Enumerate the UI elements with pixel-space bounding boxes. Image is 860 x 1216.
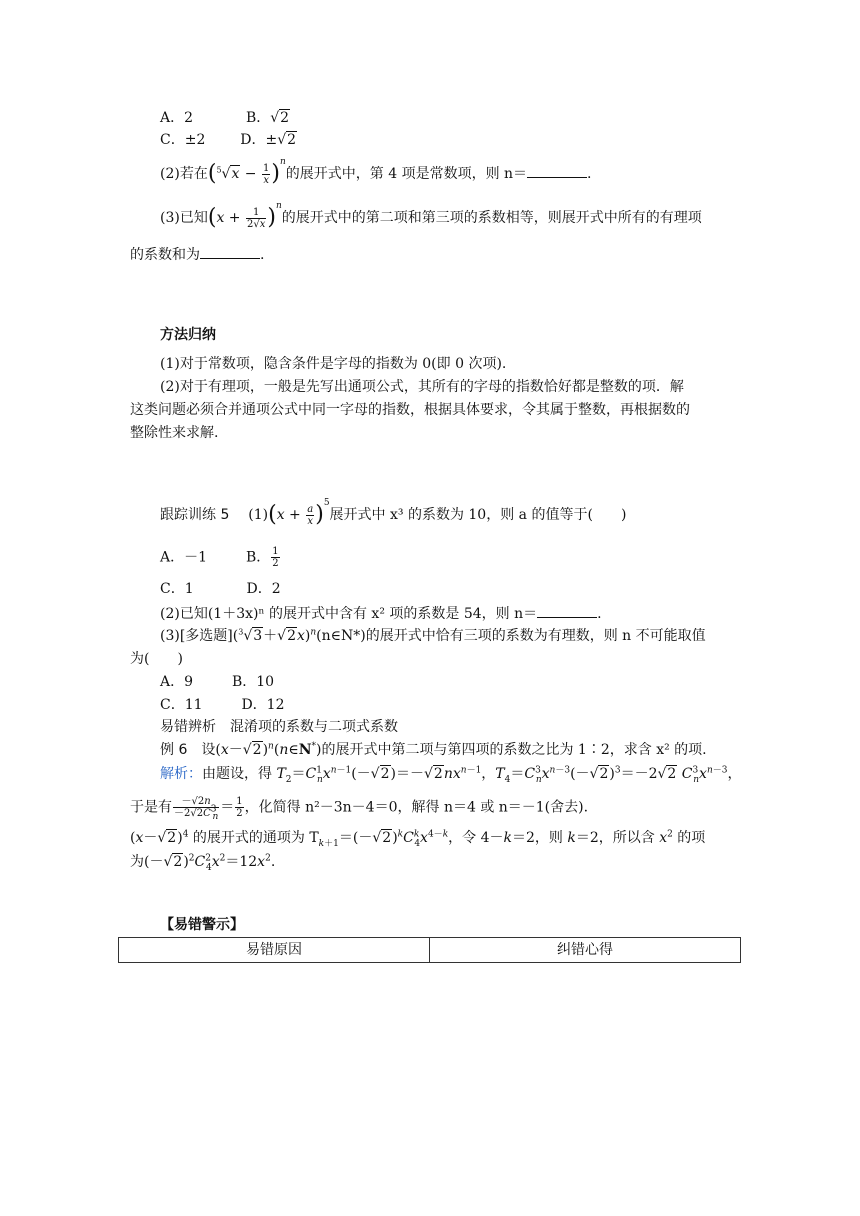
track-title: 跟踪训练 5 [160,507,230,523]
option-d: D．± [240,132,278,148]
method-title: 方法归纳 [160,327,216,343]
fraction: $\frac{1}{2}$ [272,546,279,569]
q2-suffix: 的展开式中，第 4 项是常数项，则 n＝ [285,166,528,182]
fraction: $\frac{1}{2}$ [236,796,243,819]
question-3-line-2 [130,244,264,265]
paren-close: ) [177,651,183,667]
answer-blank[interactable] [537,603,597,618]
paren-close: ) [620,507,627,523]
column-header-cause: 易错原因 [119,938,430,963]
track-q1-options-row-2 [160,579,281,599]
track-q1-suffix: 展开式中 x³ 的系数为 10，则 a 的值等于( [329,507,593,523]
answer-blank[interactable] [527,163,587,178]
option-b: B． [245,549,271,566]
track-q3-options-row-2 [160,695,284,715]
q1-option-row-1: A．2 B．√2 [160,110,290,126]
option-d: D．2 [246,581,281,597]
analysis-result: ，化简得 n²－3n－4＝0，解得 n＝4 或 n＝－1(舍去). [244,799,589,816]
q3-line2: 的系数和为 [130,247,200,263]
track-q1: 跟踪训练 5 (1)(x + $\frac{a}{x}$ )$^5$展开式中 x³ 的系数为 10，则 a 的值等于( ) [160,498,627,527]
method-point-2-line-2: 这类问题必须合并通项公式中同一字母的指数，根据具体要求，令其属于整数，再根据数的 [130,402,690,418]
track-q3-options-row-1 [160,672,274,692]
column-header-lesson: 纠错心得 [430,938,741,963]
example-text: 的展开式中第二项与第四项的系数之比为 1∶2，求含 x² 的项. [321,742,707,758]
track-q3-text: (n∈N*)的展开式中恰有三项的系数为有理数，则 n 不可能取值 [316,628,706,644]
q3-prefix: (3)已知 [160,210,208,226]
q3-suffix: 的展开式中的第二项和第三项的系数相等，则展开式中所有的有理项 [281,210,702,226]
option-a: A．－1 [160,549,208,566]
question-3-line-1: (3)已知(x + $\frac{1}{2√x}$ )$^n$的展开式中的第二项和第三项的系数相等，则展开式中所有的有理项 [160,201,702,230]
track-q3-line-1: (3)[多选题]$(^3√3+√2x)^n(n\in N*)$的展开式中恰有三项的系数为有理数，则 n 不可能取值 [160,627,706,644]
option-b: B． [245,110,271,126]
option-c: C．11 [160,697,203,713]
mistake-title: 易错辨析 混淆项的系数与二项式系数 [160,719,398,735]
fraction: $\frac{-√2n}{-2√2C^3_n}$ [174,796,219,822]
question-2: (2)若在($^5$√x − $\frac{1}{x}$ )$^n$的展开式中，第 4 项是常数项，则 n＝ . [160,157,592,186]
fraction: $\frac{1}{2√x}$ [246,206,266,230]
analysis-line-4: 为$(-√2)^2C^2_4x^2=12x^2$. [130,853,276,873]
table-header-row [119,938,741,963]
track-q1-options-row-1 [160,546,281,569]
fraction: $\frac{a}{x}$ [307,503,314,527]
example-6: 例 6 设$(x-√2)^n(n\in N^*)$的展开式中第二项与第四项的系数之比为 1∶2，求含 x² 的项. [160,741,707,758]
option-a: A．2 [160,110,194,126]
q2-prefix: (2)若在 [160,166,208,182]
track-q3-start: (3)[多选题]( [160,628,239,644]
method-point-2-line-1: (2)对于有理项，一般是先写出通项公式，其所有的字母的指数恰好都是整数的项．解 [160,379,684,395]
analysis-line-2: 于是有 $\frac{-√2n}{-2√2C^3_n}$ ＝ $\frac{1}{2}$ ，化简得 n²－3n－4＝0，解得 n＝4 或 n＝－1(舍去). [130,796,589,822]
analysis-line-1: 解析：由题设，得 $T_2=C^1_nx^{n-1}(-√2)=-√2nx^{n-1}$，$T_4=C^3_nx^{n-3}(-√2)^3=-2√2$ $C^3_nx^{n-3}$， [160,765,742,785]
option-d-value: 2 [287,132,297,148]
analysis-label: 解析： [160,766,202,782]
track-q2-text: (2)已知(1＋3x)ⁿ 的展开式中含有 x² 项的系数是 54，则 n＝ [160,606,538,622]
q1-option-row-2: C．±2 D．±√2 [160,132,297,148]
option-d: D．12 [241,697,285,713]
track-q2 [160,603,602,624]
analysis-general-term: 的展开式的通项为 T [192,830,319,846]
example-label: 例 6 [160,742,202,758]
q2-end: . [587,166,592,182]
option-a: A．9 [160,674,194,690]
track-q3-paren-open: 为( [130,651,150,667]
q3-end: . [260,247,265,263]
option-b: B．10 [231,674,275,690]
fraction: $\frac{1}{x}$ [263,162,270,186]
track-q1-prefix: (1) [248,507,269,523]
answer-blank[interactable] [200,244,260,259]
option-c: C．±2 [160,132,206,148]
analysis-prefix: 于是有 [130,799,172,816]
track-q2-end: . [597,606,602,622]
track-q3-line-2 [130,649,183,669]
option-c: C．1 [160,581,194,597]
method-point-2-line-3: 整除性来求解. [130,425,219,441]
warning-table [118,937,741,963]
analysis-end: . [270,854,276,870]
warning-title: 【易错警示】 [160,917,244,933]
method-point-1: (1)对于常数项，隐含条件是字母的指数为 0(即 0 次项). [160,356,507,372]
analysis-line-3: $(x-√2)^4$ 的展开式的通项为 $T_{k+1}=(-√2)^kC^k_4x^{4-k}$，令 4－k＝2，则 k＝2，所以含 $x^2$ 的项 [130,829,706,849]
option-b-value: 2 [280,110,290,126]
